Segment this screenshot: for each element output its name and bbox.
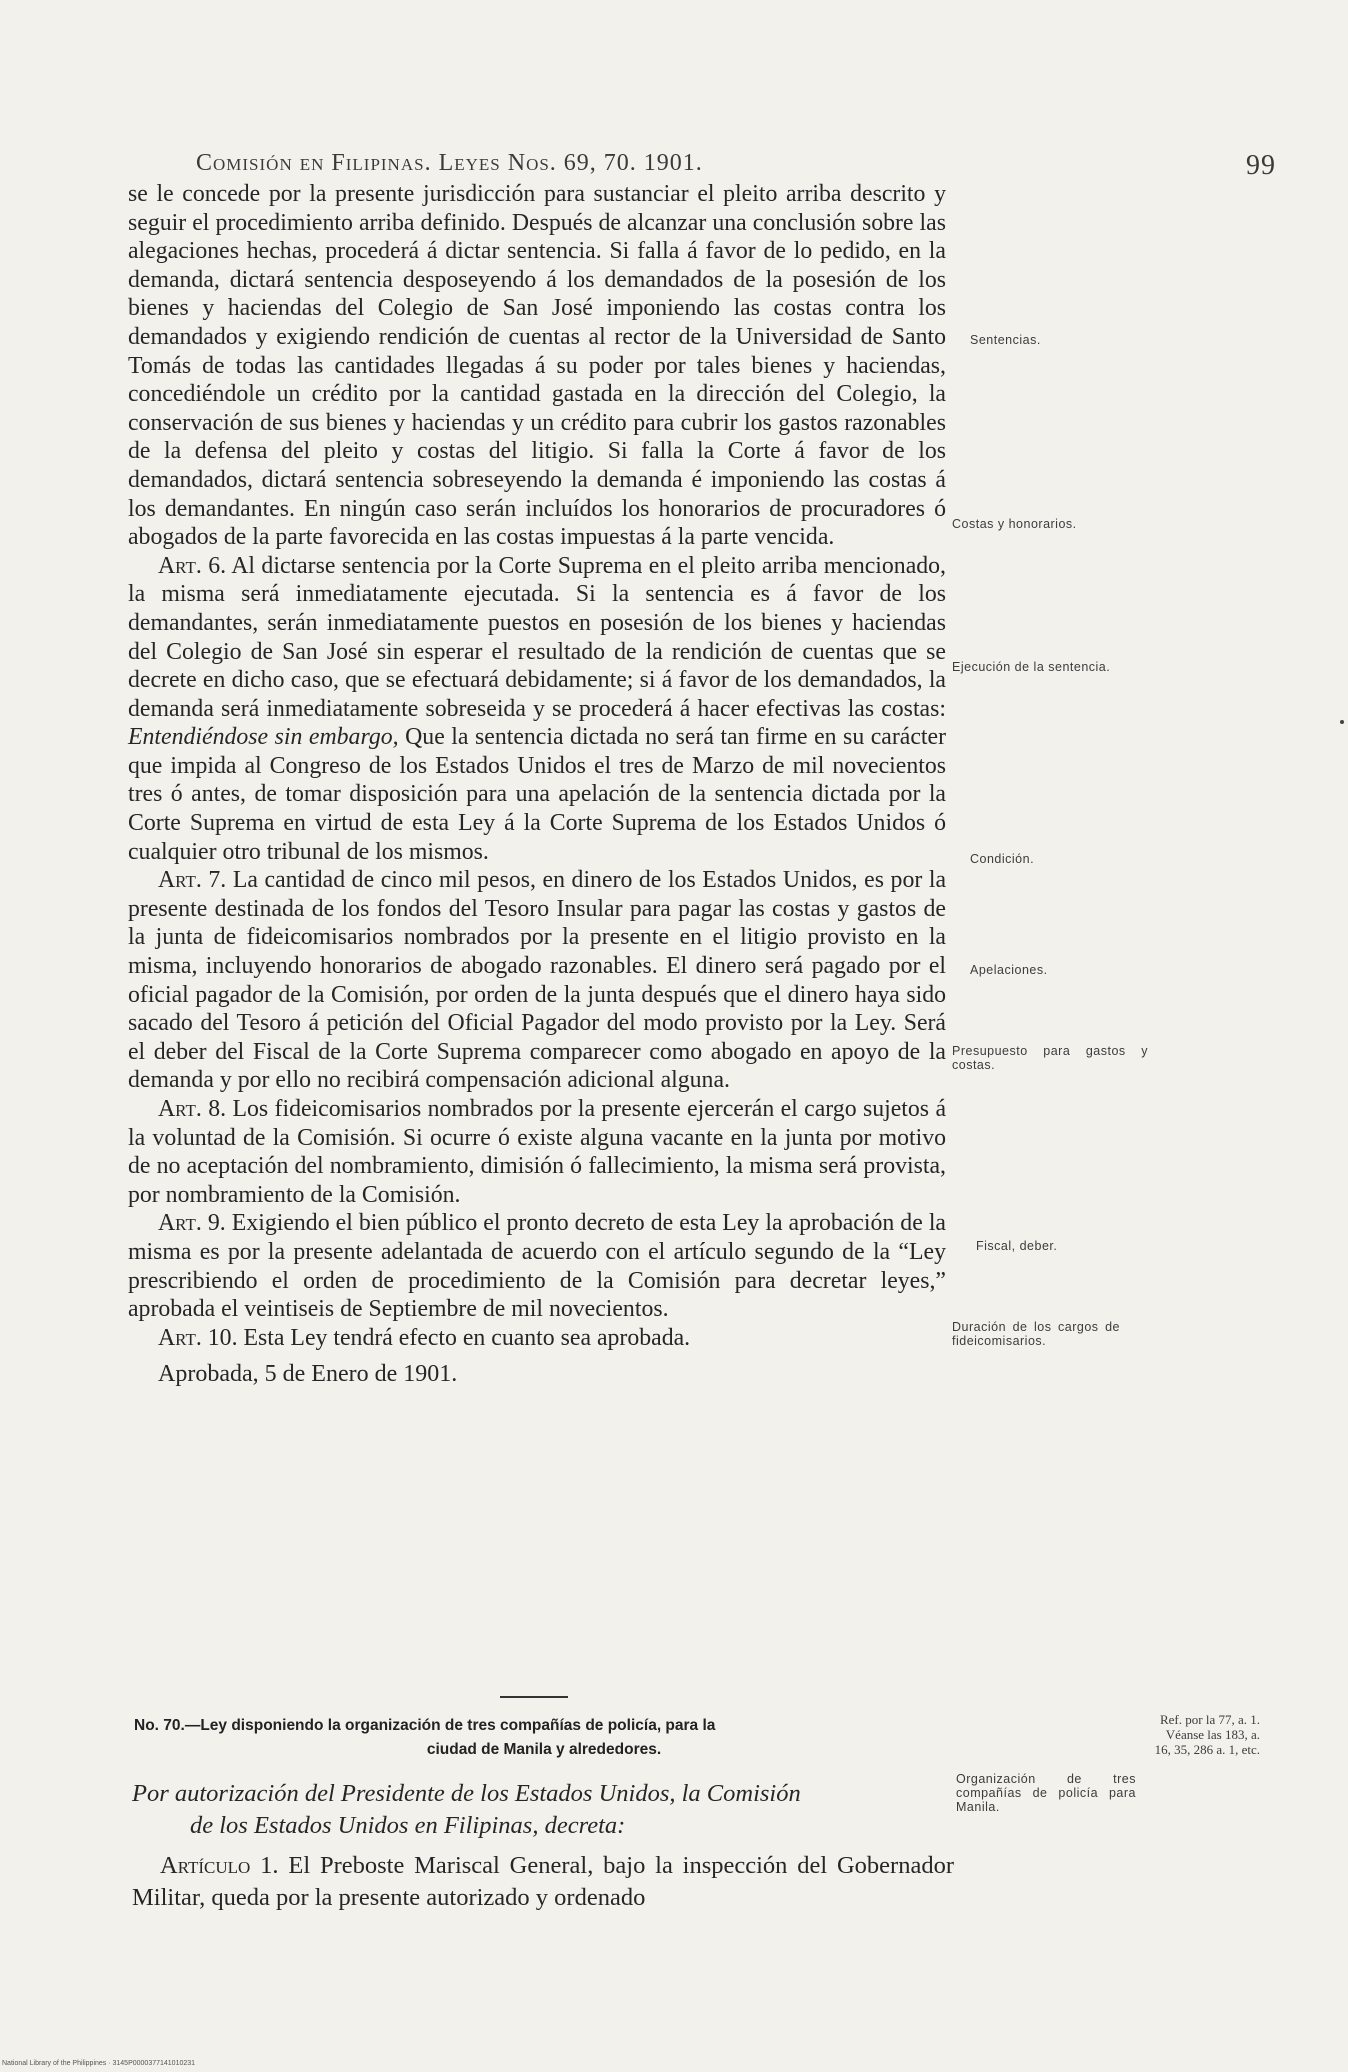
article-6: Art. 6. Al dictarse sentencia por la Corte Suprema en el pleito arriba mencionado, la misma será inmediatamente ejecutada. Si la sentencia es á favor de los demandantes, serán inmediatamente puestos en posesión de los bienes y haciendas del Colegio de San José sin esperar el resultado de la rendición de cuentas que se decrete en dicho caso, que se efectuará debidamente; si á favor de los demandados, la demanda será inmediatamente sobreseida y se procederá á hacer efectivas las costas: Entendiéndose sin embargo, Que la sentencia dictada no será tan firme en su carácter que impida al Congreso de los Estados Unidos el tres de Marzo de mil novecientos tres ó antes, de tomar disposición para una apelación de la sentencia dictada por la Corte Suprema en virtud de esta Ley á la Corte Suprema de los Estados Unidos ó cualquier otro tribunal de los mismos. bbox=[128, 552, 947, 865]
law-70-article-1 bbox=[132, 1850, 954, 1914]
margin-note-organizacion: Organización de tres compañías de policía para Manila. bbox=[956, 1772, 1136, 1814]
cross-reference: Ref. por la 77, a. 1. Véanse las 183, a. 16, 35, 286 a. 1, etc. bbox=[1154, 1712, 1260, 1757]
approval-date: Aprobada, 5 de Enero de 1901. bbox=[158, 1361, 458, 1388]
header-title: Comisión en Filipinas. Leyes Nos. 69, 70. 1901. bbox=[196, 150, 703, 176]
law-70-title bbox=[134, 1714, 954, 1762]
margin-note-apelaciones: Apelaciones. bbox=[970, 963, 1048, 977]
scan-speck bbox=[1340, 720, 1344, 724]
margin-note-sentencias: Sentencias. bbox=[970, 333, 1041, 347]
article-9: Art. 9. Exigiendo el bien público el pronto decreto de esta Ley la aprobación de la misma es por la presente adelantada de acuerdo con el artículo segundo de la “Ley prescribiendo el orden de procedimiento de la Comisión para decretar leyes,” aprobada el veintiseis de Septiembre de mil novecientos. bbox=[128, 1210, 946, 1323]
enacting-clause bbox=[132, 1778, 954, 1842]
article-10: Art. 10. Esta Ley tendrá efecto en cuanto sea aprobada. bbox=[158, 1324, 691, 1351]
article-1-text: El Preboste Mariscal General, bajo la inspección del Gobernador Militar, queda por la presente autorizado y ordenado bbox=[132, 1852, 955, 1911]
law-70-title-line1: No. 70.—Ley disponiendo la organización de tres compañías de policía, para la bbox=[134, 1717, 716, 1734]
margin-note-condicion: Condición. bbox=[970, 852, 1035, 866]
article-8: Art. 8. Los fideicomisarios nombrados por la presente ejercerán el cargo sujetos á la voluntad de la Comisión. Si ocurre ó existe alguna vacante en la junta por motivo de no aceptación del nombramiento, dimisión ó fallecimiento, la misma será provista, por nombramiento de la Comisión. bbox=[128, 1096, 947, 1208]
running-header bbox=[196, 150, 1276, 181]
page-number: 99 bbox=[1246, 150, 1276, 181]
law-70-title-line2: ciudad de Manila y alrededores. bbox=[426, 1741, 662, 1758]
paragraph-continuation: se le concede por la presente jurisdicción para sustanciar el pleito arriba descrito y seguir el procedimiento arriba definido. Después de alcanzar una conclusión sobre las alegaciones hechas, procederá á dictar sentencia. Si falla á favor de lo pedido, en la demanda, dictará sentencia desposeyendo á los demandados de la posesión de los bienes y haciendas del Colegio de San José imponiendo las costas contra los demandados y exigiendo rendición de cuentas al rector de la Universidad de Santo Tomás de todas las cantidades llegadas á su poder por tales bienes y haciendas, concediéndole un crédito por la cantidad gastada en la dirección del Colegio, la conservación de sus bienes y haciendas y un crédito para cubrir los gastos razonables de la defensa del pleito y costas del litigio. Si falla la Corte á favor de los demandados, dictará sentencia sobreseyendo la demanda é imponiendo las costas á los demandantes. En ningún caso serán incluídos los honorarios de procuradores ó abogados de la parte favorecida en las costas impuestas á la parte vencida. bbox=[128, 181, 946, 551]
article-1-prefix: Artículo 1. bbox=[160, 1852, 279, 1879]
enacting-clause-line2: de los Estados Unidos en Filipinas, decreta: bbox=[190, 1812, 626, 1839]
margin-note-ejecucion: Ejecución de la sentencia. bbox=[952, 660, 1111, 674]
article-7: Art. 7. La cantidad de cinco mil pesos, en dinero de los Estados Unidos, es por la presente destinada de los fondos del Tesoro Insular para pagar las costas y gastos de la junta de fideicomisarios nombrados por la presente en el litigio provisto en la misma, incluyendo honorarios de abogado razonables. El dinero será pagado por el oficial pagador de la Comisión, por orden de la junta después que el dinero haya sido sacado del Tesoro á petición del Oficial Pagador del modo provisto por la Ley. Será el deber del Fiscal de la Corte Suprema comparecer como abogado en apoyo de la demanda y por ello no recibirá compensación adicional alguna. bbox=[128, 867, 947, 1094]
scan-footer: National Library of the Philippines · 3145P0000377141010231 bbox=[2, 2060, 196, 2067]
enacting-clause-line1: Por autorización del Presidente de los Estados Unidos, la Comisión bbox=[132, 1780, 801, 1807]
margin-note-costas: Costas y honorarios. bbox=[952, 517, 1077, 531]
margin-note-presupuesto: Presupuesto para gastos y costas. bbox=[952, 1044, 1148, 1072]
margin-note-fiscal: Fiscal, deber. bbox=[976, 1239, 1058, 1253]
margin-note-duracion: Duración de los cargos de fideicomisarios. bbox=[952, 1320, 1120, 1348]
law-69-body bbox=[128, 180, 946, 1389]
section-divider bbox=[500, 1696, 568, 1698]
